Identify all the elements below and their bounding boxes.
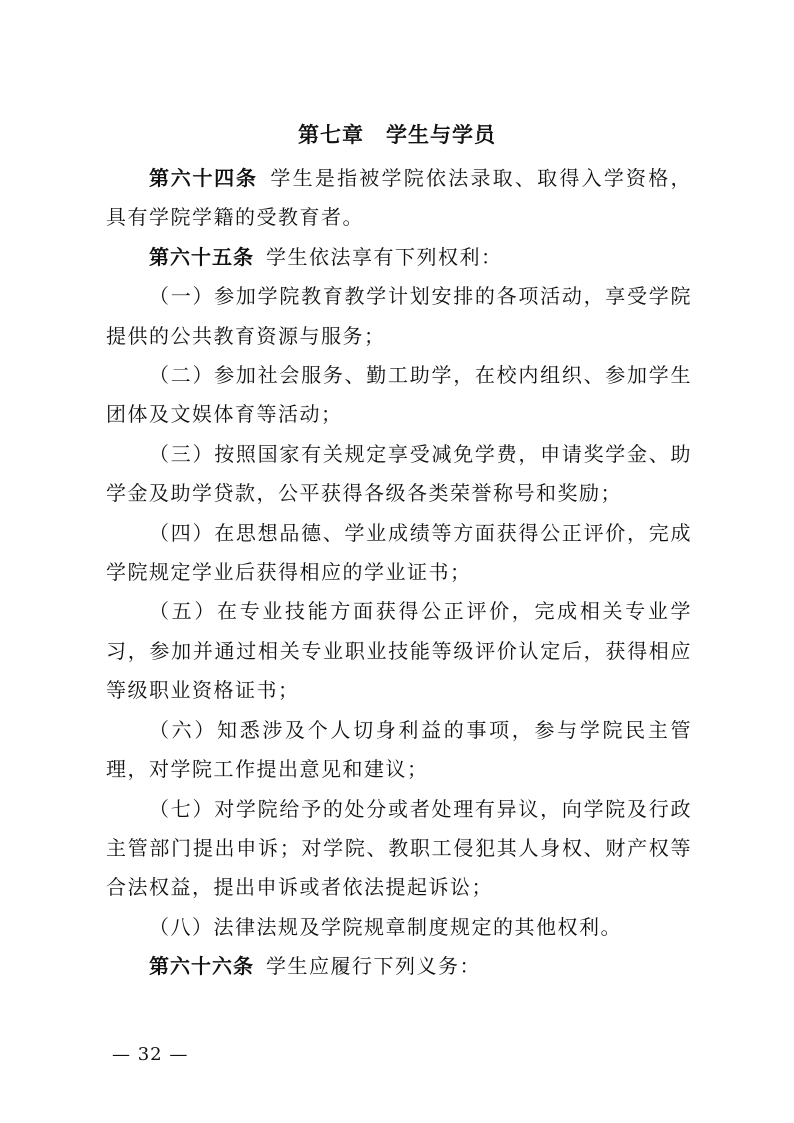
right-item-7 [106,790,692,908]
right-item-5 [106,592,692,710]
item-text: 在专业技能方面获得公正评价，完成相关专业学习，参加并通过相关专业职业技能等级评价认定后，获得相应等级职业资格证书； [106,599,693,703]
item-text: 按照国家有关规定享受减免学费，申请奖学金、助学金及助学贷款，公平获得各级各类荣誉称号和奖励； [106,441,692,506]
item-marker: （二） [149,363,215,388]
right-item-1 [106,277,692,356]
right-item-6 [106,711,692,790]
item-marker: （四） [149,520,215,545]
article-65 [106,238,692,277]
page-number: — 32 — [112,1044,189,1065]
right-item-2 [106,356,692,435]
chapter-title [0,120,794,150]
chapter-number: 第七章 [298,123,364,147]
article-label: 第六十五条 [149,244,254,269]
article-label: 第六十六条 [149,954,254,979]
item-marker: （一） [149,284,215,309]
item-marker: （七） [149,796,215,821]
right-item-4 [106,514,692,593]
item-text: 对学院给予的处分或者处理有异议，向学院及行政主管部门提出申诉；对学院、教职工侵犯其人身权、财产权等合法权益，提出申诉或者依法提起诉讼； [106,796,692,900]
item-text: 在思想品德、学业成绩等方面获得公正评价，完成学院规定学业后获得相应的学业证书； [106,520,692,585]
item-text: 参加社会服务、勤工助学，在校内组织、参加学生团体及文娱体育等活动； [106,363,692,427]
chapter-name: 学生与学员 [386,123,496,147]
item-marker: （六） [149,717,218,742]
article-label: 第六十四条 [149,166,258,190]
right-item-3 [106,435,692,514]
article-64 [106,159,692,238]
document-body [106,159,692,987]
article-text: 学生是指被学院依法录取、取得入学资格，具有学院学籍的受教育者。 [106,166,693,230]
item-marker: （三） [149,441,215,466]
right-item-8 [106,908,692,947]
item-text: 知悉涉及个人切身利益的事项，参与学院民主管理，对学院工作提出意见和建议； [106,717,693,782]
item-marker: （八） [149,914,214,939]
item-text: 参加学院教育教学计划安排的各项活动，享受学院提供的公共教育资源与服务； [106,284,692,348]
item-text: 法律法规及学院规章制度规定的其他权利。 [213,914,622,939]
article-text: 学生依法享有下列权利： [266,244,503,269]
item-marker: （五） [149,599,218,624]
article-text: 学生应履行下列义务： [266,954,481,979]
article-66 [106,947,692,986]
